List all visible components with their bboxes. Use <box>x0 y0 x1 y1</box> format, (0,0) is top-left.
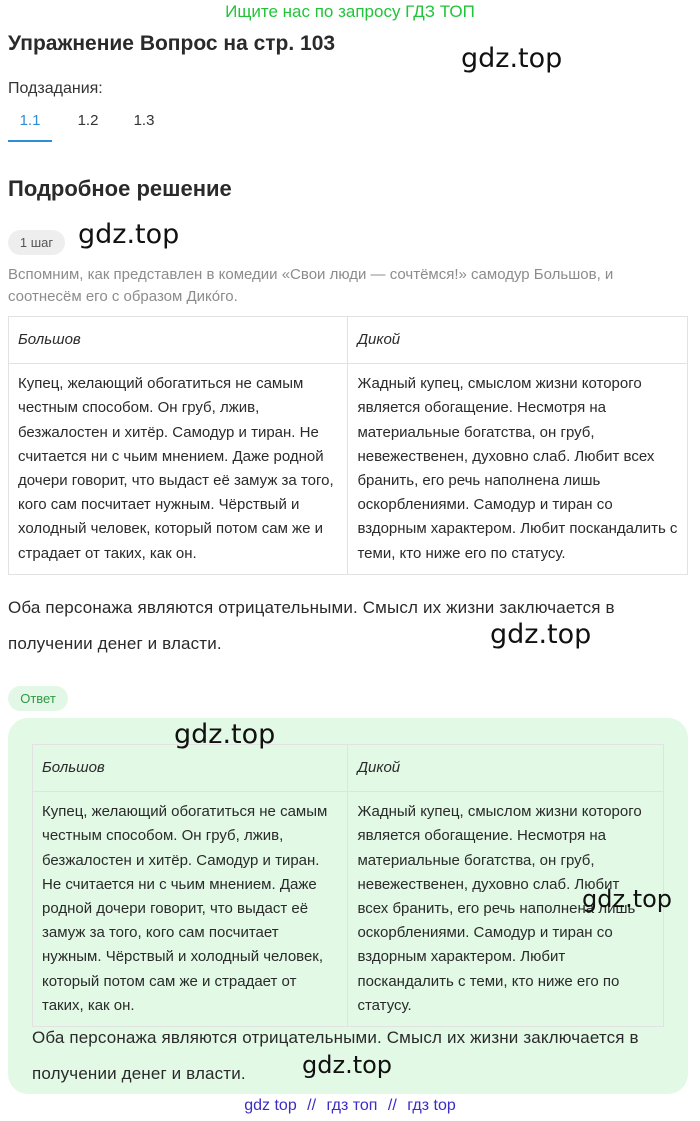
table-row <box>9 364 688 575</box>
table-header-cell: Большов <box>33 745 348 792</box>
table-cell: Жадный купец, смыслом жизни которого является обогащение. Несмотря на материальные богатства, он груб, невежественен, духовно слаб. Любит всех бранить, его речь наполнена лишь оскорблениями. Самодур и тиран со вздорным характером. Любит поскандалить с теми, кто ниже его по статусу. <box>348 792 664 1027</box>
footer-links <box>0 1094 700 1118</box>
tab-1-2[interactable]: 1.2 <box>77 112 99 129</box>
table-cell: Купец, желающий обогатиться не самым честным способом. Он груб, лжив, безжалостен и хитёр. Самодур и тиран. Не считается ни с чьим мнением. Даже родной дочери говорит, что выдаст её замуж за того, кого сам посчитает нужным. Чёрствый и холодный человек, который потом сам же и страдает от таких, как он. <box>9 364 348 575</box>
footer-separator: // <box>387 1097 397 1114</box>
tab-1-1[interactable]: 1.1 <box>8 106 52 142</box>
footer-link-gdz-top-mixed[interactable]: гдз top <box>407 1097 456 1114</box>
watermark: gdz.top <box>461 43 563 74</box>
table-row <box>33 792 664 1027</box>
footer-link-gdz-top[interactable]: gdz top <box>244 1097 297 1114</box>
solution-title: Подробное решение <box>8 176 232 201</box>
tab-1-3[interactable]: 1.3 <box>133 112 155 129</box>
step-badge: 1 шаг <box>8 230 65 255</box>
table-header-cell: Дикой <box>348 317 688 364</box>
top-banner: Ищите нас по запросу ГДЗ ТОП <box>225 2 475 21</box>
watermark: gdz.top <box>302 1051 393 1079</box>
subtask-tabs <box>8 106 172 142</box>
table-header-cell: Большов <box>9 317 348 364</box>
table-header-row <box>33 745 664 792</box>
answer-comparison-table <box>32 744 664 1027</box>
table-cell: Жадный купец, смыслом жизни которого является обогащение. Несмотря на материальные богатства, он груб, невежественен, духовно слаб. Любит всех бранить, его речь наполнена лишь оскорблениями. Самодур и тиран со вздорным характером. Любит поскандалить с теми, кто ниже его по статусу. <box>348 364 688 575</box>
subtasks-label: Подзадания: <box>8 80 103 97</box>
answer-badge: Ответ <box>8 686 68 711</box>
watermark: gdz.top <box>174 719 276 750</box>
watermark: gdz.top <box>78 219 180 250</box>
answer-conclusion: Оба персонажа являются отрицательными. Смысл их жизни заключается в получении денег и власти. <box>32 1028 639 1083</box>
footer-separator: // <box>307 1097 317 1114</box>
watermark: gdz.top <box>490 619 592 650</box>
table-header-cell: Дикой <box>348 745 664 792</box>
solution-comparison-table <box>8 316 688 575</box>
page-title: Упражнение Вопрос на стр. 103 <box>8 32 336 55</box>
footer-link-gdz-top-ru[interactable]: гдз топ <box>326 1097 378 1114</box>
solution-intro: Вспомним, как представлен в комедии «Свои люди — сочтёмся!» самодур Большов, и соотнесём его с образом Дико́го. <box>8 266 614 305</box>
table-header-row <box>9 317 688 364</box>
solution-conclusion: Оба персонажа являются отрицательными. Смысл их жизни заключается в получении денег и власти. <box>8 598 615 653</box>
table-cell: Купец, желающий обогатиться не самым честным способом. Он груб, лжив, безжалостен и хитёр. Самодур и тиран. Не считается ни с чьим мнением. Даже родной дочери говорит, что выдаст её замуж за того, кого сам посчитает нужным. Чёрствый и холодный человек, который потом сам же и страдает от таких, как он. <box>33 792 348 1027</box>
watermark: gdz.top <box>582 885 673 913</box>
